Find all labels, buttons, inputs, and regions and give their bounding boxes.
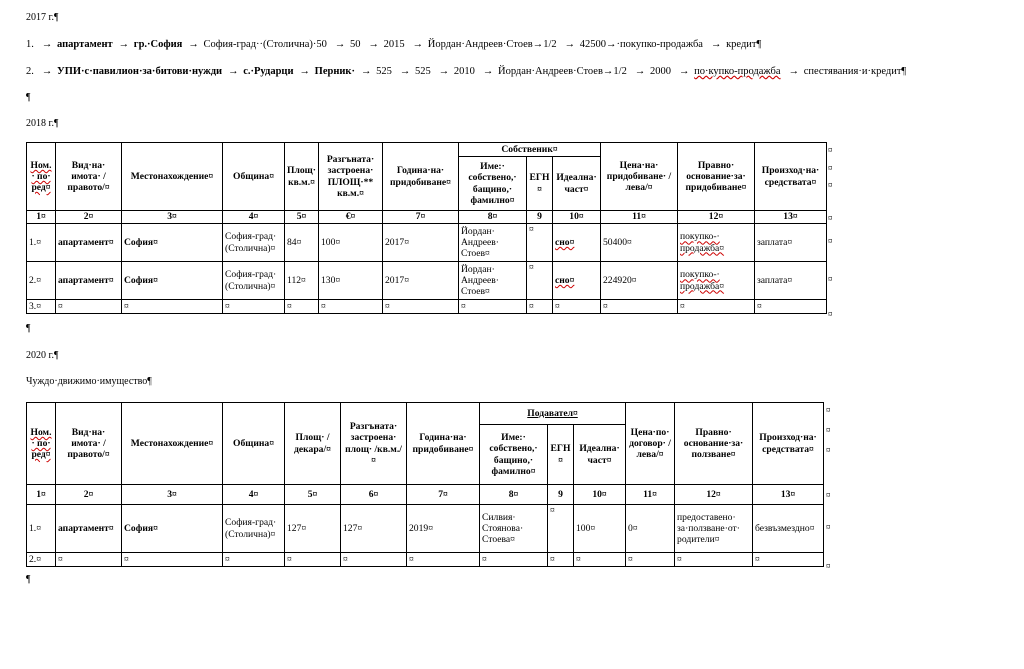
t1-h-price: Цена·на· придобиване· /лева/¤ (601, 143, 678, 211)
arrow-icon: → (710, 39, 722, 50)
t1-h-built-area: Разгъната· застроена· ПЛОЩ·** кв.м.¤ (319, 143, 383, 211)
empty-paragraph: ¶ (26, 92, 31, 103)
arrow-icon: → (299, 66, 311, 77)
row-end-mark: ¤ (826, 445, 831, 455)
assets-table-2018 (26, 142, 827, 314)
t2-h-built-area: Разгъната· застроена· площ· /кв.м./¤ (341, 403, 407, 485)
t2-h-year: Година·на· придобиване¤ (407, 403, 480, 485)
t2-h-num: Ном.· по· ред¤ (27, 403, 56, 485)
arrow-icon: → (564, 39, 576, 50)
year-2020-heading: 2020 г.¶ (26, 350, 59, 361)
r2-year: 2010 (453, 66, 475, 77)
t1-column-numbers: 1¤ 2¤ 3¤ 4¤ 5¤ €¤ 7¤ 8¤ 9 10¤ 11¤ 12¤ 13¤ (27, 211, 827, 224)
table-row: 1.¤ апартамент¤ София¤ София-град· (Столична)¤ 84¤ 100¤ 2017¤ Йордан· Андреев· Стоев¤ ¤ сно¤ 50400¤ покупко-· продажба¤ заплата¤ (27, 224, 827, 262)
t1-h-name: Име:· собствено,· бащино,· фамилно¤ (459, 157, 527, 211)
t2-h-legal-basis: Правно· основание·за· ползване¤ (675, 403, 753, 485)
table-row: 3.¤ ¤ ¤ ¤ ¤ ¤ ¤ ¤ ¤ ¤ ¤ ¤ ¤ (27, 300, 827, 314)
t1-h-type: Вид·на· имота· /правото/¤ (56, 143, 122, 211)
t2-h-municipality: Община¤ (223, 403, 285, 485)
arrow-icon: → (678, 66, 690, 77)
row-end-mark: ¤ (828, 274, 833, 284)
t2-h-origin: Произход·на· средствата¤ (753, 403, 824, 485)
row-end-mark: ¤ (828, 309, 833, 319)
arrow-icon: → (482, 66, 494, 77)
row-end-mark: ¤ (828, 236, 833, 246)
r1-built: 50 (350, 39, 361, 50)
arrow-icon: → (188, 39, 199, 50)
row-end-mark: ¤ (826, 405, 831, 415)
empty-paragraph: ¶ (26, 323, 31, 334)
arrow-icon: → (634, 66, 646, 77)
r2-origin: спестявания·и·кредит¶ (803, 66, 907, 77)
r2-num: 2. (26, 66, 34, 77)
t2-h-price: Цена·по· договор· /лева/¤ (626, 403, 675, 485)
row-2017-1 (26, 39, 763, 50)
t1-h-num: Ном.· по· ред¤ (27, 143, 56, 211)
r2-owner: Йордан·Андреев·Стоев→1/2 (497, 66, 627, 77)
r1-city: гр.·София (133, 39, 183, 50)
r2-area: 525 (376, 66, 392, 77)
t1-h-share: Идеална· част¤ (553, 157, 601, 211)
t2-h-egn: ЕГН¤ (548, 425, 574, 485)
r2-municipality: Перник· (314, 66, 355, 77)
t2-h-location: Местонахождение¤ (122, 403, 223, 485)
r1-num: 1. (26, 39, 34, 50)
t2-column-numbers: 1¤ 2¤ 3¤ 4¤ 5¤ 6¤ 7¤ 8¤ 9 10¤ 11¤ 12¤ 13¤ (27, 485, 824, 505)
row-end-mark: ¤ (826, 522, 831, 532)
row-end-mark: ¤ (828, 163, 833, 173)
t2-h-area: Площ· /декара/¤ (285, 403, 341, 485)
arrow-icon: → (334, 39, 346, 50)
arrow-icon: → (228, 66, 239, 77)
r1-origin: кредит¶ (726, 39, 762, 50)
r2-village: с.·Рударци (243, 66, 294, 77)
row-end-mark: ¤ (828, 180, 833, 190)
t1-h-origin: Произход·на· средствата¤ (755, 143, 827, 211)
table-row: 2.¤ ¤ ¤ ¤ ¤ ¤ ¤ ¤ ¤ ¤ ¤ ¤ ¤ (27, 553, 824, 567)
row-end-mark: ¤ (828, 145, 833, 155)
r1-year: 2015 (383, 39, 405, 50)
row-end-mark: ¤ (826, 561, 831, 571)
r2-type: УПИ·с·павилион·за·битови·нужди (57, 66, 223, 77)
arrow-icon: → (399, 66, 411, 77)
t1-h-location: Местонахождение¤ (122, 143, 223, 211)
year-2018-heading: 2018 г.¶ (26, 118, 59, 129)
t1-h-egn: ЕГН¤ (527, 157, 553, 211)
assets-table-2020 (26, 402, 824, 567)
movable-property-heading: Чуждо·движимо·имущество¶ (26, 376, 152, 387)
arrow-icon: → (788, 66, 800, 77)
r1-owner: Йордан·Андреев·Стоев→1/2 (427, 39, 557, 50)
t2-h-name: Име:· собствено,· бащино,· фамилно¤ (480, 425, 548, 485)
t2-h-giver: Подавател¤ (480, 403, 626, 425)
arrow-icon: → (360, 66, 372, 77)
r1-price-basis: 42500→·покупко-продажба (579, 39, 703, 50)
t1-h-area: Площ· кв.м.¤ (285, 143, 319, 211)
r2-basis: по·купко-продажба (694, 66, 781, 77)
arrow-icon: → (412, 39, 424, 50)
t1-h-year: Година·на· придобиване¤ (383, 143, 459, 211)
arrow-icon: → (41, 39, 53, 50)
r1-municipality-area: София-град··(Столична)·50 (203, 39, 327, 50)
row-end-mark: ¤ (826, 490, 831, 500)
t2-h-type: Вид·на· имота· /правото/¤ (56, 403, 122, 485)
t1-h-owner: Собственик¤ (459, 143, 601, 157)
arrow-icon: → (118, 39, 130, 50)
r2-built: 525 (414, 66, 431, 77)
arrow-icon: → (438, 66, 450, 77)
empty-paragraph: ¶ (26, 574, 31, 585)
r1-type: апартамент (57, 39, 113, 50)
t1-h-legal-basis: Правно· основание·за· придобиване¤ (678, 143, 755, 211)
arrow-icon: → (368, 39, 379, 50)
arrow-icon: → (41, 66, 53, 77)
t2-h-share: Идеална· част¤ (574, 425, 626, 485)
row-end-mark: ¤ (826, 425, 831, 435)
table-row: 2.¤ апартамент¤ София¤ София-град· (Столична)¤ 112¤ 130¤ 2017¤ Йордан· Андреев· Стоев¤ ¤ сно¤ 224920¤ покупко-· продажба¤ заплата¤ (27, 262, 827, 300)
row-2017-2 (26, 66, 908, 77)
year-2017-heading: 2017 г.¶ (26, 12, 59, 23)
r2-price: 2000 (649, 66, 671, 77)
table-row: 1.¤ апартамент¤ София¤ София-град· (Столична)¤ 127¤ 127¤ 2019¤ Силвия· Стоянова· Стоева¤ ¤ 100¤ 0¤ предоставено· за·ползване·от· родители¤ безвъзмездно¤ (27, 505, 824, 553)
t1-h-municipality: Община¤ (223, 143, 285, 211)
row-end-mark: ¤ (828, 213, 833, 223)
